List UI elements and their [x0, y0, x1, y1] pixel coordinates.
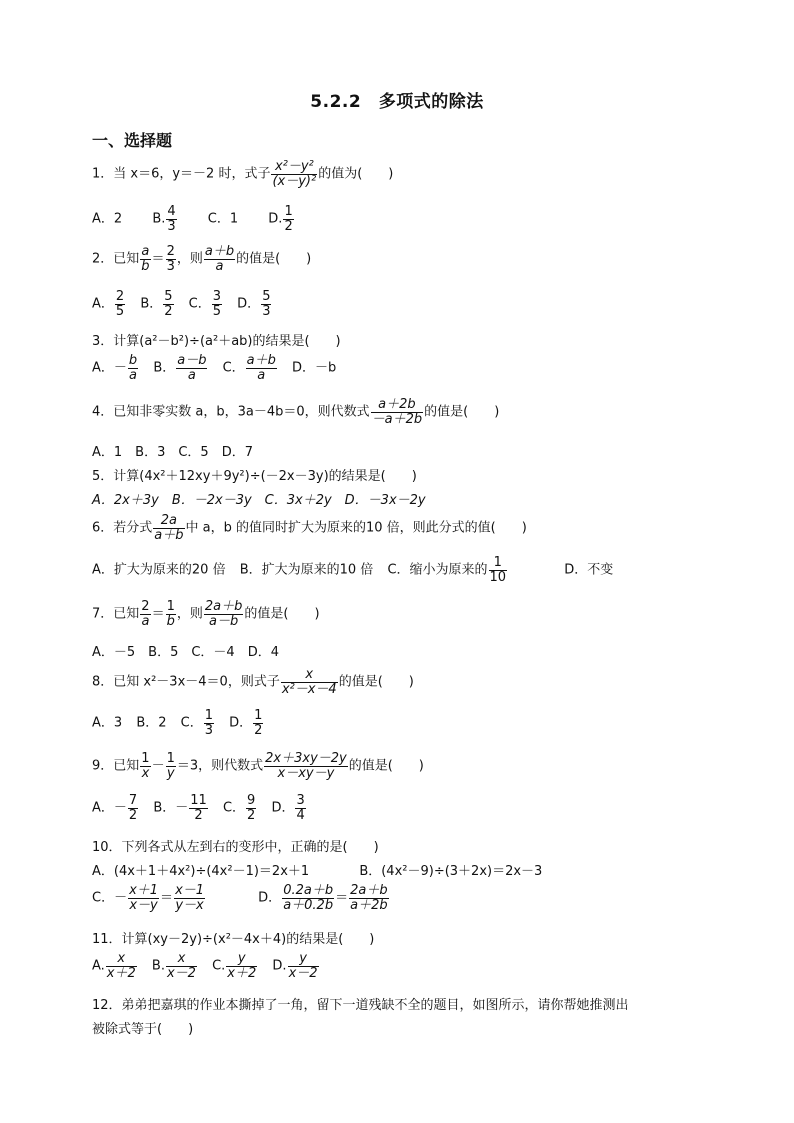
q7-equals: ＝	[151, 606, 165, 622]
q2-tail: 的值是( )	[236, 251, 312, 267]
question-4	[92, 398, 499, 426]
q6-option-c: C．缩小为原来的	[387, 562, 488, 578]
q11-option-a-fraction: $\frac{x}{x+2}$	[106, 951, 136, 981]
q9-option-a: A．－	[92, 800, 127, 816]
q10-options-cd	[92, 884, 390, 912]
q6-option-a: A．扩大为原来的20 倍	[92, 562, 226, 578]
q11-options	[92, 952, 320, 980]
q7-options: A．－5 B．5 C．－4 D．4	[92, 645, 279, 660]
q8-option-d-fraction: $\frac{1}{2}$	[254, 708, 263, 738]
q8-option-d: D．	[229, 715, 253, 731]
question-1	[92, 160, 393, 188]
q9-fraction-1: $\frac{1}{x}$	[141, 751, 150, 781]
q7-mid: ，则	[176, 606, 203, 622]
q10-option-b: B．(4x²－9)÷(3＋2x)＝2x－3	[359, 864, 543, 879]
question-12-line-2: 被除式等于( )	[92, 1022, 194, 1037]
q9-mid: ＝3，则代数式	[176, 758, 264, 774]
q6-stem: 6．若分式	[92, 520, 153, 536]
q8-option-a: A．3	[92, 715, 123, 731]
q9-option-c: C．	[222, 800, 246, 816]
q1-options	[92, 205, 295, 233]
q7-fraction-2: $\frac{1}{b}$	[166, 599, 175, 629]
q9-options	[92, 794, 307, 822]
q5-options: A．2x＋3y B．－2x－3y C．3x＋2y D．－3x－2y	[92, 493, 426, 508]
q6-fraction: $\frac{2a}{a+b}$	[154, 513, 184, 543]
question-5: 5．计算(4x²＋12xy＋9y²)÷(－2x－3y)的结果是( )	[92, 469, 417, 484]
q3-options	[92, 354, 336, 382]
q8-option-b: B．2	[136, 715, 167, 731]
q1-option-c: C．1	[207, 211, 239, 227]
q9-option-c-fraction: $\frac{9}{2}$	[247, 793, 256, 823]
q1-fraction: $\frac{\text{x²－y²}}{\text{(x－y)²}}$	[272, 159, 317, 189]
q11-option-b: B.	[151, 958, 165, 974]
q1-option-d: D.	[268, 211, 283, 227]
question-7	[92, 600, 320, 628]
q2-option-d-fraction: $\frac{5}{3}$	[262, 289, 271, 319]
q9-fraction-3: $\frac{2x+3xy-2y}{x-xy-y}$	[265, 751, 347, 781]
q4-stem: 4．已知非零实数 a，b，3a－4b＝0，则代数式	[92, 404, 370, 420]
q10-option-a: A．(4x＋1＋4x²)÷(4x²－1)＝2x＋1	[92, 864, 310, 879]
q10-option-c-equals: ＝	[160, 890, 174, 906]
q11-option-b-fraction: $\frac{x}{x-2}$	[166, 951, 196, 981]
question-12-line-1: 12．弟弟把嘉琪的作业本撕掉了一角，留下一道残缺不全的题目，如图所示，请你帮她推测出	[92, 998, 629, 1013]
section-heading: 一、选择题	[92, 131, 173, 150]
q2-fraction-3: $\frac{a+b}{a}$	[204, 244, 235, 274]
q9-minus: －	[151, 758, 165, 774]
q11-option-a: A.	[92, 958, 105, 974]
q11-option-c: C.	[212, 958, 226, 974]
q2-options	[92, 290, 272, 318]
question-8	[92, 668, 414, 696]
q10-option-c-fraction-2: $\frac{x-1}{y-x}$	[175, 883, 205, 913]
q2-fraction-1: $\frac{a}{b}$	[141, 244, 150, 274]
q7-tail: 的值是( )	[244, 606, 320, 622]
q11-option-d-fraction: $\frac{y}{x-2}$	[288, 951, 318, 981]
q3-option-a-fraction: $\frac{b}{a}$	[128, 353, 138, 383]
question-11: 11．计算(xy－2y)÷(x²－4x＋4)的结果是( )	[92, 932, 375, 947]
q2-equals: ＝	[151, 251, 165, 267]
q8-stem: 8．已知 x²－3x－4＝0，则式子	[92, 674, 280, 690]
q10-options-ab	[92, 860, 542, 879]
q9-tail: 的值是( )	[348, 758, 424, 774]
q6-options	[92, 556, 613, 584]
q8-option-c-fraction: $\frac{1}{3}$	[204, 708, 214, 738]
q7-fraction-3: $\frac{2a+b}{a-b}$	[204, 599, 243, 629]
q2-mid: ，则	[176, 251, 203, 267]
q6-option-d: D．不变	[564, 562, 614, 578]
q6-option-b: B．扩大为原来的10 倍	[239, 562, 374, 578]
question-9	[92, 752, 424, 780]
q2-option-a: A．	[92, 296, 114, 312]
q10-option-d-fraction-1: $\frac{0.2a+b}{a+0.2b}$	[283, 883, 334, 913]
q9-option-d: D．	[271, 800, 295, 816]
q8-option-c: C．	[180, 715, 203, 731]
q2-stem: 2．已知	[92, 251, 140, 267]
q10-option-c-fraction-1: $\frac{x+1}{x-y}$	[129, 883, 159, 913]
q2-option-a-fraction: $\frac{2}{5}$	[115, 289, 125, 319]
q7-stem: 7．已知	[92, 606, 140, 622]
question-6	[92, 514, 527, 542]
q9-fraction-2: $\frac{1}{y}$	[166, 751, 175, 781]
q11-option-c-fraction: $\frac{y}{x+2}$	[227, 951, 257, 981]
q3-option-c-fraction: $\frac{a+b}{a}$	[246, 353, 276, 383]
q2-option-b: B．	[140, 296, 163, 312]
q3-option-d: D．－b	[292, 360, 337, 376]
q1-option-d-fraction: $\frac{1}{2}$	[284, 204, 293, 234]
question-2	[92, 245, 311, 273]
q4-tail: 的值是( )	[424, 404, 500, 420]
q1-option-a: A．2	[92, 211, 123, 227]
q2-option-c: C．	[188, 296, 211, 312]
q2-option-b-fraction: $\frac{5}{2}$	[164, 289, 173, 319]
q3-option-a: A．－	[92, 360, 127, 376]
question-10: 10．下列各式从左到右的变形中，正确的是( )	[92, 840, 379, 855]
q2-option-d: D．	[237, 296, 261, 312]
q9-option-b-fraction: $\frac{11}{2}$	[190, 793, 207, 823]
q3-option-b: B．	[153, 360, 176, 376]
q10-option-d-fraction-2: $\frac{2a+b}{a+2b}$	[350, 883, 388, 913]
q4-options: A．1 B．3 C．5 D．7	[92, 445, 253, 460]
q6-tail: 中 a，b 的值同时扩大为原来的10 倍，则此分式的值( )	[185, 520, 527, 536]
page-title: 5.2.2 多项式的除法	[310, 92, 484, 112]
q1-stem: 1．当 x＝6，y＝－2 时，式子	[92, 166, 271, 182]
q8-tail: 的值是( )	[338, 674, 414, 690]
q7-fraction-1: $\frac{2}{a}$	[141, 599, 150, 629]
q1-tail: 的值为( )	[318, 166, 394, 182]
q11-option-d: D.	[272, 958, 287, 974]
q10-option-d: D．	[258, 890, 282, 906]
q1-option-b: B.	[152, 211, 166, 227]
q8-fraction: $\frac{x}{\text{x²－x－4}}$	[281, 667, 337, 697]
q3-option-c: C．	[222, 360, 245, 376]
q9-option-d-fraction: $\frac{3}{4}$	[296, 793, 305, 823]
q2-option-c-fraction: $\frac{3}{5}$	[212, 289, 222, 319]
q9-option-a-fraction: $\frac{7}{2}$	[128, 793, 138, 823]
q8-options	[92, 709, 264, 737]
q3-option-b-fraction: $\frac{a-b}{a}$	[177, 353, 207, 383]
q10-option-d-equals: ＝	[335, 890, 349, 906]
q6-option-c-fraction: $\frac{1}{10}$	[489, 555, 507, 585]
q9-stem: 9．已知	[92, 758, 140, 774]
q2-fraction-2: $\frac{2}{3}$	[166, 244, 175, 274]
q4-fraction: $\frac{a+2b}{-a+2b}$	[371, 397, 423, 427]
q1-option-b-fraction: $\frac{4}{3}$	[167, 204, 176, 234]
q9-option-b: B．－	[153, 800, 189, 816]
q10-option-c: C．－	[92, 890, 128, 906]
question-3: 3．计算(a²－b²)÷(a²＋ab)的结果是( )	[92, 334, 341, 349]
